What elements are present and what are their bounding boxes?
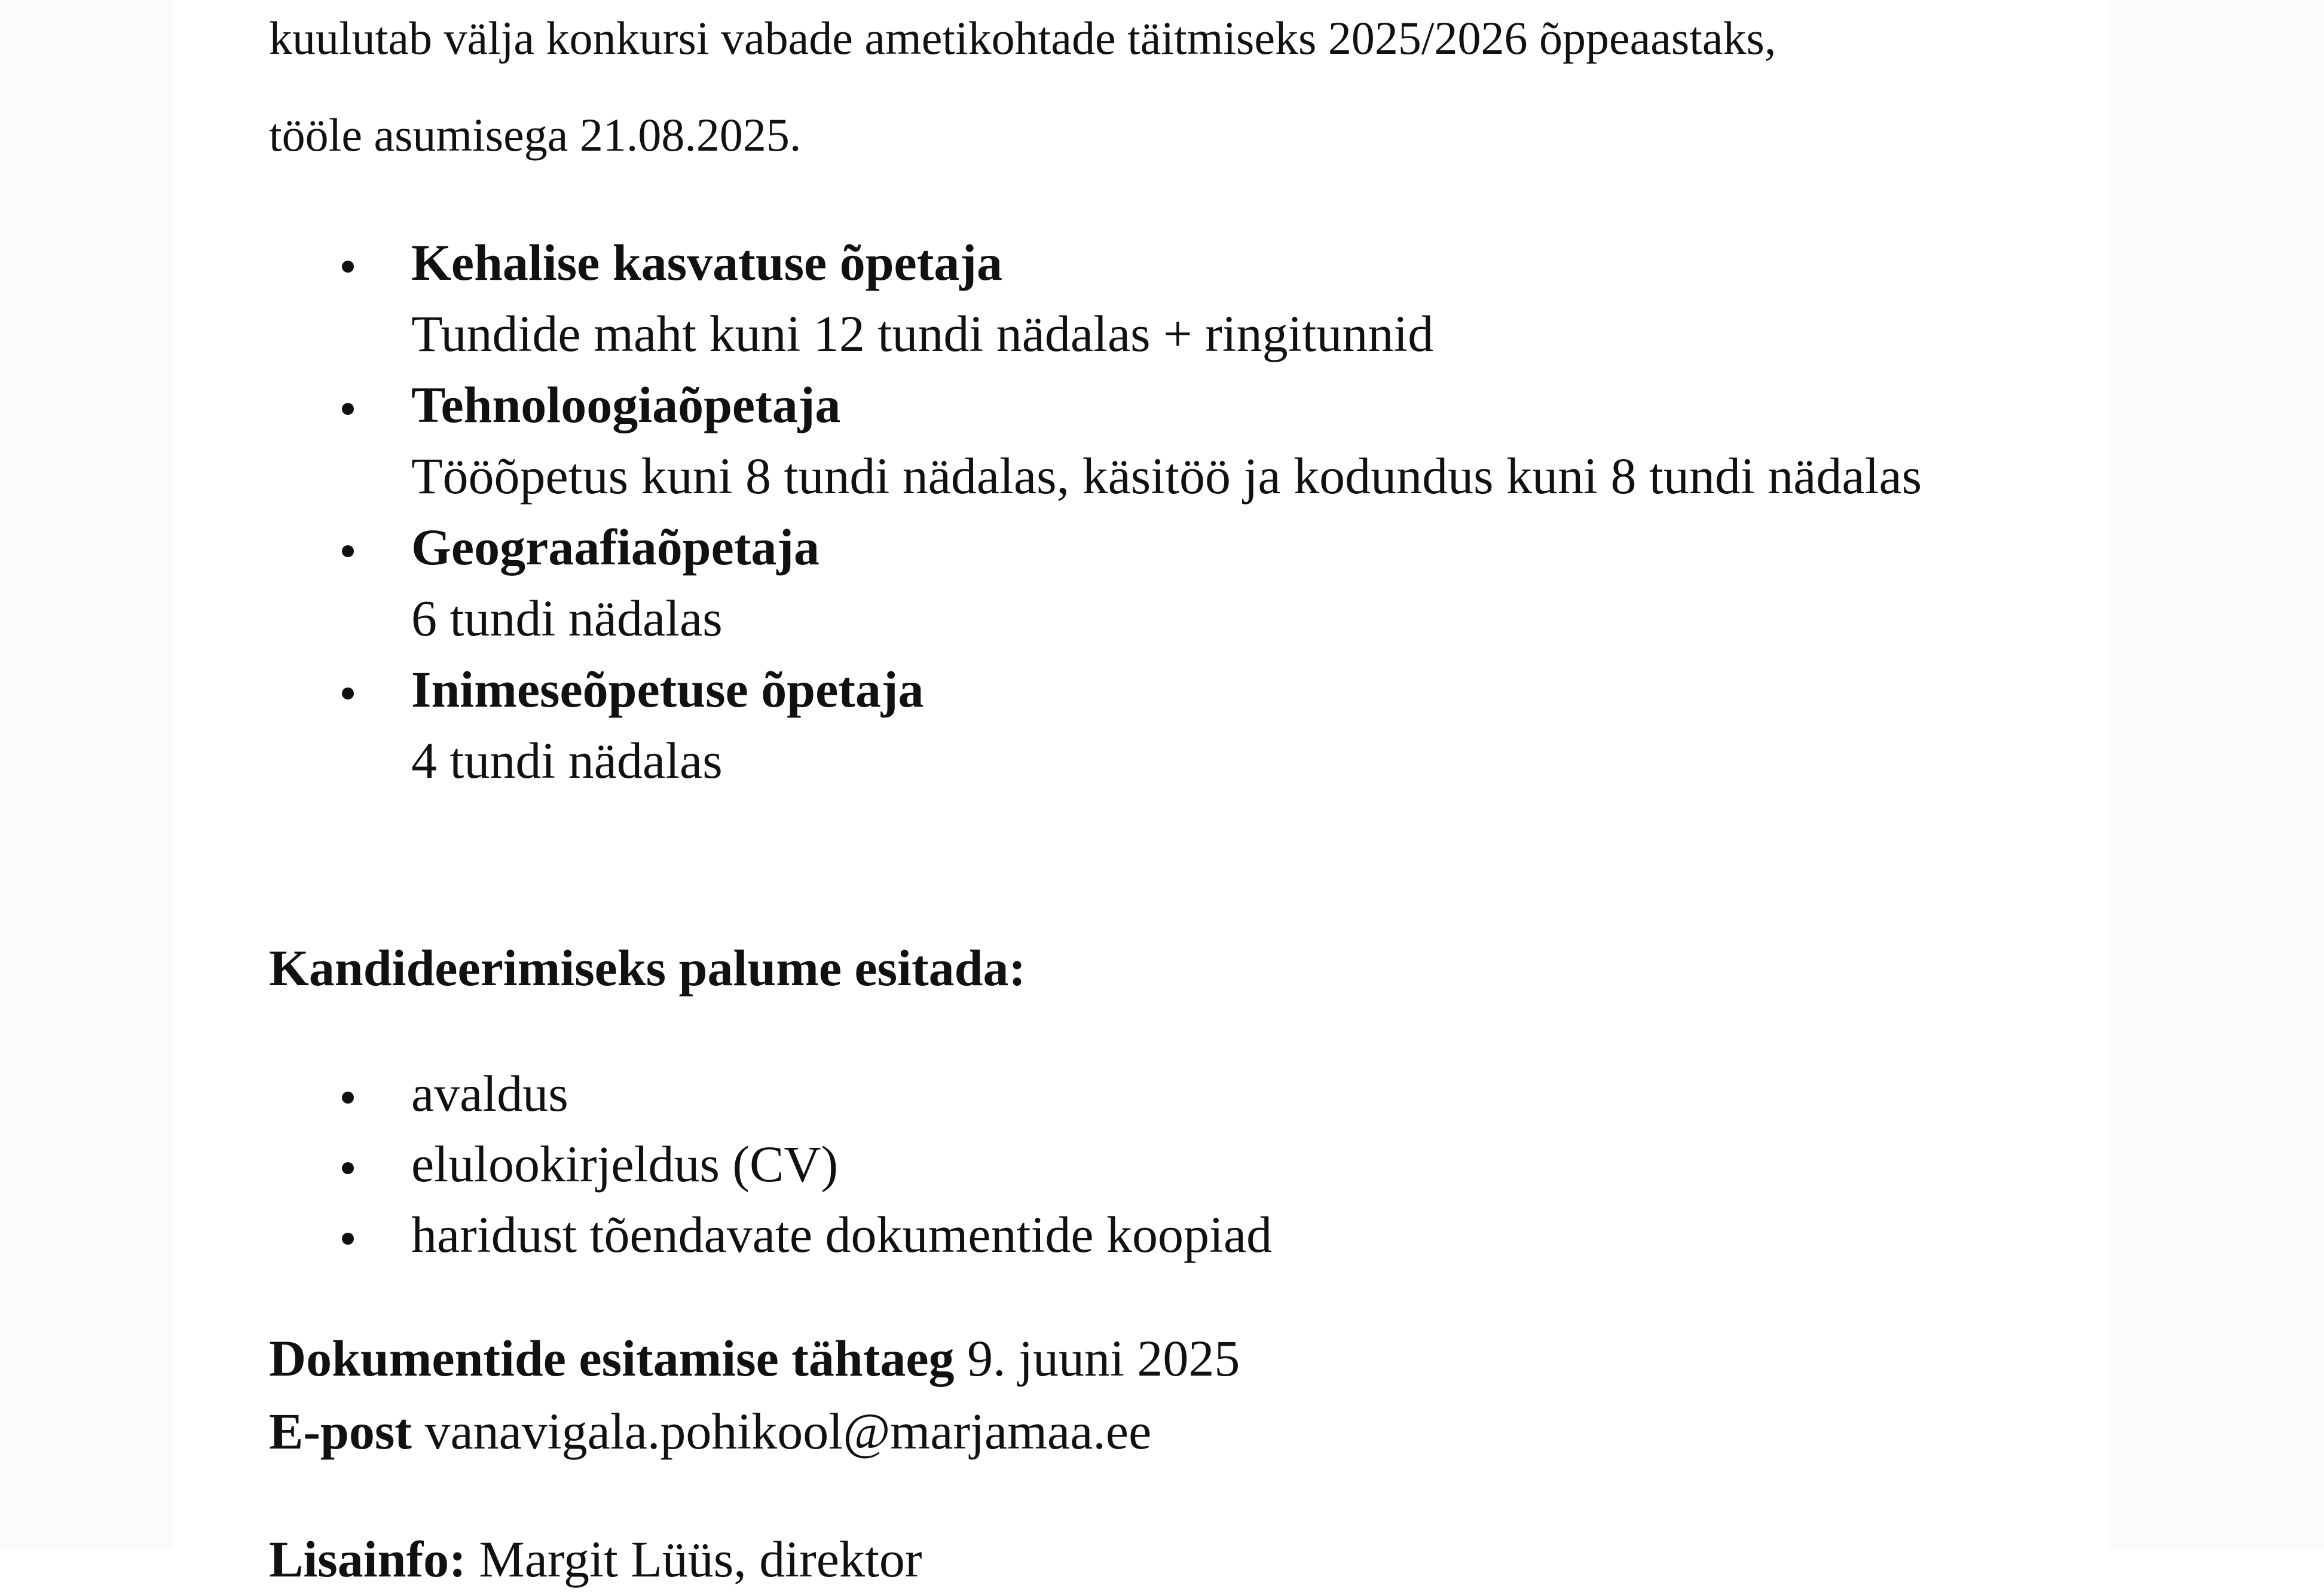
position-title: Tehnoloogiaõpetaja <box>411 376 841 433</box>
email-line <box>269 1395 1151 1467</box>
intro-line-2: tööle asumisega 21.08.2025. <box>269 109 802 161</box>
position-description: Tööõpetus kuni 8 tundi nädalas, käsitöö ja kodundus kuni 8 tundi nädalas <box>411 447 1922 505</box>
bullet-icon <box>342 545 354 557</box>
document-item-label: haridust tõendavate dokumentide koopiad <box>411 1206 1273 1263</box>
application-heading: Kandideerimiseks palume esitada: <box>269 939 1026 997</box>
email-label: E-post <box>269 1402 412 1460</box>
document-item <box>269 1199 1272 1270</box>
deadline-line <box>269 1322 1240 1394</box>
position-item <box>269 654 2025 796</box>
required-documents-list <box>269 1058 1272 1270</box>
position-item <box>269 369 2025 512</box>
deadline-value: 9. juuni 2025 <box>967 1330 1240 1387</box>
document-item-label: elulookirjeldus (CV) <box>411 1135 839 1193</box>
bullet-icon <box>342 1092 354 1104</box>
bullet-icon <box>342 1162 354 1174</box>
document-item <box>269 1058 1272 1129</box>
deadline-label: Dokumentide esitamise tähtaeg <box>269 1330 955 1387</box>
email-address-link[interactable]: vanavigala.pohikool@marjamaa.ee <box>424 1402 1152 1460</box>
position-item <box>269 227 2025 369</box>
document-item-label: avaldus <box>411 1065 568 1122</box>
info-label: Lisainfo: <box>269 1530 466 1588</box>
position-description: 6 tundi nädalas <box>411 589 723 647</box>
position-description: Tundide maht kuni 12 tundi nädalas + ringitunnid <box>411 305 1434 362</box>
positions-list <box>269 227 2025 796</box>
info-contact: Margit Lüüs, direktor <box>479 1530 922 1588</box>
page-margin-left <box>0 0 173 1550</box>
bullet-icon <box>342 403 354 415</box>
position-title: Kehalise kasvatuse õpetaja <box>411 234 1002 291</box>
position-item <box>269 512 2025 654</box>
page-margin-right <box>2109 0 2324 1550</box>
bullet-icon <box>342 1233 354 1245</box>
intro-line-1: kuulutab välja konkursi vabade ametikohtade täitmiseks 2025/2026 õppeaastaks, <box>269 12 1776 64</box>
info-line <box>269 1523 922 1595</box>
position-title: Inimeseõpetuse õpetaja <box>411 661 924 718</box>
bullet-icon <box>342 688 354 699</box>
position-title: Geograafiaõpetaja <box>411 518 820 576</box>
bullet-icon <box>342 261 354 273</box>
document-item <box>269 1129 1272 1199</box>
position-description: 4 tundi nädalas <box>411 732 723 789</box>
